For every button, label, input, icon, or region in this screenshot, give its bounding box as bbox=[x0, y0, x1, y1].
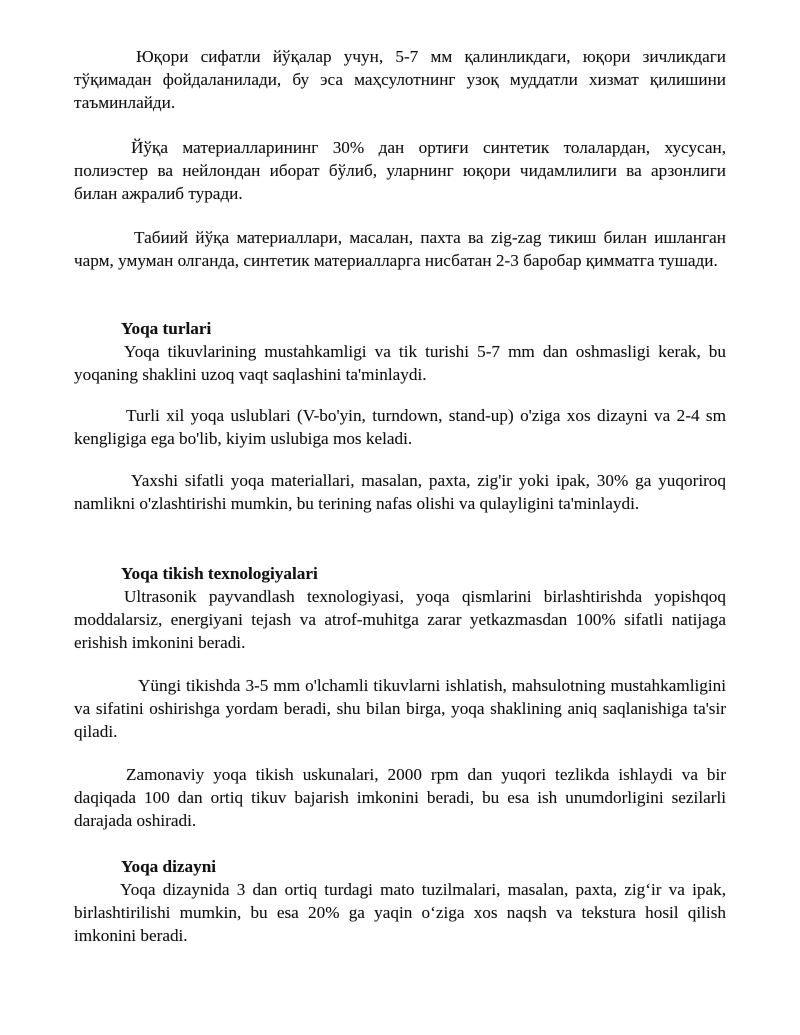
turlari-paragraph-3: Yaxshi sifatli yoqa materiallari, masalan, paxta, zig'ir yoki ipak, 30% ga yuqoriroq namlikni o'zlashtirishi mumkin, bu terining nafas olishi va qulayligini ta'minlaydi. bbox=[74, 471, 726, 514]
intro-paragraph-3: Табиий йўқа материаллари, масалан, пахта ва zig-zag тикиш билан ишланган чарм, умуман олганда, синтетик материалларга нисбатан 2-3 баробар қимматга тушади. bbox=[74, 228, 726, 271]
section-heading-texnologiyalari: Yoqa tikish texnologiyalari bbox=[121, 564, 318, 583]
turlari-paragraph-2: Turli xil yoqa uslublari (V-bo'yin, turndown, stand-up) o'ziga xos dizayni va 2-4 sm kengligiga ega bo'lib, kiyim uslubiga mos keladi. bbox=[74, 406, 726, 449]
texnologiyalari-paragraph-1: Ultrasonik payvandlash texnologiyasi, yoqa qismlarini birlashtirishda yopishqoq moddalarsiz, energiyani tejash va atrof-muhitga zarar yetkazmasdan 100% sifatli natijaga erishish imkonini beradi. bbox=[74, 587, 726, 653]
texnologiyalari-paragraph-3: Zamonaviy yoqa tikish uskunalari, 2000 rpm dan yuqori tezlikda ishlaydi va bir daqiqada 100 dan ortiq tikuv bajarish imkonini beradi, bu esa ish unumdorligini sezilarli darajada oshiradi. bbox=[74, 765, 726, 831]
section-heading-dizayni: Yoqa dizayni bbox=[121, 857, 217, 876]
texnologiyalari-paragraph-2: Yüngi tikishda 3-5 mm o'lchamli tikuvlarni ishlatish, mahsulotning mustahkamligini va sifatini oshirishga yordam beradi, shu bilan birga, yoqa shaklining aniq saqlanishiga ta'sir qiladi. bbox=[74, 676, 726, 742]
turlari-paragraph-1: Yoqa tikuvlarining mustahkamligi va tik turishi 5-7 mm dan oshmasligi kerak, bu yoqaning shaklini uzoq vaqt saqlashini ta'minlaydi. bbox=[74, 342, 726, 385]
intro-paragraph-2: Йўқа материалларининг 30% дан ортиғи синтетик толалардан, хусусан, полиэстер ва нейлондан иборат бўлиб, уларнинг юқори чидамлилиги ва арзонлиги билан ажралиб туради. bbox=[74, 138, 726, 204]
dizayni-paragraph-1: Yoqa dizaynida 3 dan ortiq turdagi mato tuzilmalari, masalan, paxta, zig‘ir va ipak, birlashtirilishi mumkin, bu esa 20% ga yaqin o‘ziga xos naqsh va tekstura hosil qilish imkonini beradi. bbox=[74, 880, 726, 946]
intro-paragraph-1: Юқори сифатли йўқалар учун, 5-7 мм қалинликдаги, юқори зичликдаги тўқимадан фойдаланилади, бу эса маҳсулотнинг узоқ муддатли хизмат қилишини таъминлайди. bbox=[74, 47, 726, 113]
section-heading-turlari: Yoqa turlari bbox=[121, 319, 212, 338]
